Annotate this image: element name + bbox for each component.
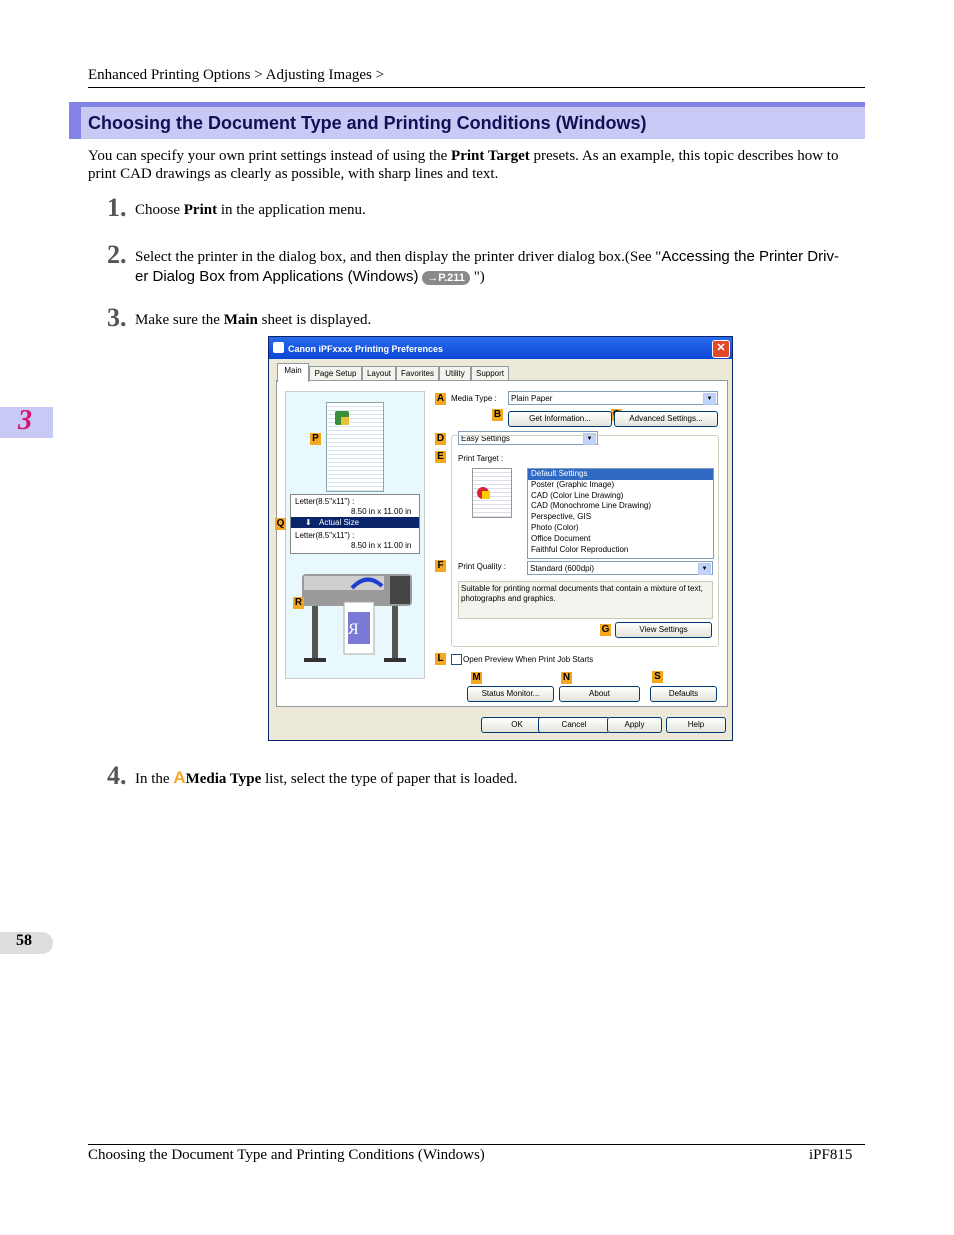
chevron-down-icon: ▼ xyxy=(583,433,596,445)
list-item[interactable]: Default Settings xyxy=(528,469,713,480)
step-number: 4. xyxy=(107,761,127,790)
callout-l: L xyxy=(435,653,446,665)
view-settings-button[interactable]: View Settings xyxy=(615,622,712,638)
tab-utility[interactable]: Utility xyxy=(439,366,471,381)
footer-title: Choosing the Document Type and Printing Conditions (Windows) xyxy=(88,1147,485,1163)
footer-rule xyxy=(88,1144,865,1145)
step-number: 1. xyxy=(107,193,127,222)
page-preview-thumbnail xyxy=(326,402,384,492)
step-number: 3. xyxy=(107,303,127,332)
down-arrow-icon: ⬇ xyxy=(305,518,312,527)
step-text: In the AMedia Type list, select the type of paper that is loaded. xyxy=(135,768,518,787)
page-number: 58 xyxy=(16,932,32,949)
tab-page-setup[interactable]: Page Setup xyxy=(309,366,362,381)
paper-size-box xyxy=(290,494,420,554)
callout-r: R xyxy=(294,597,303,608)
close-button[interactable]: ✕ xyxy=(712,340,730,358)
media-type-label: Media Type : xyxy=(451,394,497,403)
description-box: Suitable for printing normal documents that contain a mixture of text, photographs and graphics. xyxy=(458,581,713,619)
chevron-down-icon: ▼ xyxy=(698,563,711,575)
about-button[interactable]: About xyxy=(559,686,640,702)
output-size-label: Letter(8.5"x11") : xyxy=(295,531,355,540)
tab-layout[interactable]: Layout xyxy=(362,366,396,381)
step-text: Choose Print in the application menu. xyxy=(135,202,366,218)
step-text: Select the printer in the dialog box, and then display the printer driver dialog box.(See "Accessing the Printer Driv- er Dialog Box from Applications (Windows) →P.211 ") xyxy=(135,248,839,285)
defaults-button[interactable]: Defaults xyxy=(650,686,717,702)
list-item[interactable]: CAD (Monochrome Line Drawing) xyxy=(531,501,652,511)
callout-m: M xyxy=(472,672,481,683)
ok-button[interactable]: OK xyxy=(481,717,553,733)
open-preview-checkbox[interactable] xyxy=(451,654,462,665)
list-item[interactable]: Faithful Color Reproduction xyxy=(531,544,629,554)
dialog-titlebar xyxy=(269,337,732,359)
tab-main[interactable]: Main xyxy=(277,363,309,382)
print-quality-label: Print Quality : xyxy=(458,562,507,571)
callout-f: F xyxy=(435,560,446,572)
actual-size-label: Actual Size xyxy=(319,518,360,527)
list-item[interactable]: Office Document xyxy=(531,533,591,543)
footer-model: iPF815 xyxy=(809,1147,853,1163)
section-heading-accent xyxy=(69,102,81,139)
settings-mode-select[interactable]: Easy Settings ▼ xyxy=(458,431,598,445)
callout-p: P xyxy=(310,433,321,445)
callout-b: B xyxy=(493,409,502,420)
callout-d: D xyxy=(436,433,445,444)
step-number: 2. xyxy=(107,240,127,269)
help-button[interactable]: Help xyxy=(666,717,726,733)
tab-support[interactable]: Support xyxy=(471,366,509,381)
printing-preferences-dialog xyxy=(268,336,733,741)
preview-pane xyxy=(285,391,425,679)
section-title: Choosing the Document Type and Printing Conditions (Windows) xyxy=(88,113,647,133)
media-type-select[interactable]: Plain Paper ▼ xyxy=(508,391,718,405)
page-reference-badge[interactable]: →P.211 xyxy=(422,271,470,285)
list-item[interactable]: Photo (Color) xyxy=(531,522,579,532)
breadcrumb: Enhanced Printing Options > Adjusting Images > xyxy=(88,67,385,83)
callout-q: Q xyxy=(276,518,285,529)
actual-size-row xyxy=(291,517,419,528)
callout-g: G xyxy=(601,624,610,635)
chapter-number: 3 xyxy=(18,405,32,436)
chevron-down-icon: ▼ xyxy=(703,393,716,405)
list-item[interactable]: Poster (Graphic Image) xyxy=(531,479,615,489)
tab-favorites[interactable]: Favorites xyxy=(396,366,439,381)
paper-size-label: Letter(8.5"x11") : xyxy=(295,497,355,506)
header-rule xyxy=(88,87,865,88)
callout-a-marker: A xyxy=(173,768,186,787)
print-target-list[interactable] xyxy=(527,468,714,559)
cross-reference-link[interactable]: er Dialog Box from Applications (Windows) xyxy=(135,268,419,285)
list-item[interactable]: Perspective, GIS xyxy=(531,512,592,522)
cancel-button[interactable]: Cancel xyxy=(538,717,610,733)
callout-s: S xyxy=(652,671,663,683)
paper-dimensions: 8.50 in x 11.00 in xyxy=(351,507,412,516)
open-preview-label: Open Preview When Print Job Starts xyxy=(463,655,594,664)
step-text: Make sure the Main sheet is displayed. xyxy=(135,312,372,328)
print-target-thumbnail xyxy=(472,468,512,518)
callout-a: A xyxy=(436,393,445,404)
printer-illustration xyxy=(292,568,422,668)
status-monitor-button[interactable]: Status Monitor... xyxy=(467,686,554,702)
cross-reference-link[interactable]: Accessing the Printer Driv- xyxy=(661,248,839,265)
printer-icon xyxy=(273,342,284,353)
advanced-settings-button[interactable]: Advanced Settings... xyxy=(614,411,718,427)
get-information-button[interactable]: Get Information... xyxy=(508,411,612,427)
printer-glyph: R xyxy=(348,621,359,638)
output-dimensions: 8.50 in x 11.00 in xyxy=(351,541,412,550)
list-item[interactable]: CAD (Color Line Drawing) xyxy=(531,490,624,500)
intro-paragraph: You can specify your own print settings instead of using the Print Target presets. As an example, this topic describes how to print CAD drawings as clearly as possible, with sharp lines and text. xyxy=(88,148,839,182)
apply-button[interactable]: Apply xyxy=(607,717,662,733)
callout-e: E xyxy=(435,451,446,463)
print-quality-select[interactable]: Standard (600dpi) ▼ xyxy=(527,561,713,575)
print-target-label: Print Target : xyxy=(458,454,504,463)
dialog-title: Canon iPFxxxx Printing Preferences xyxy=(288,344,444,354)
callout-n: N xyxy=(562,672,571,683)
